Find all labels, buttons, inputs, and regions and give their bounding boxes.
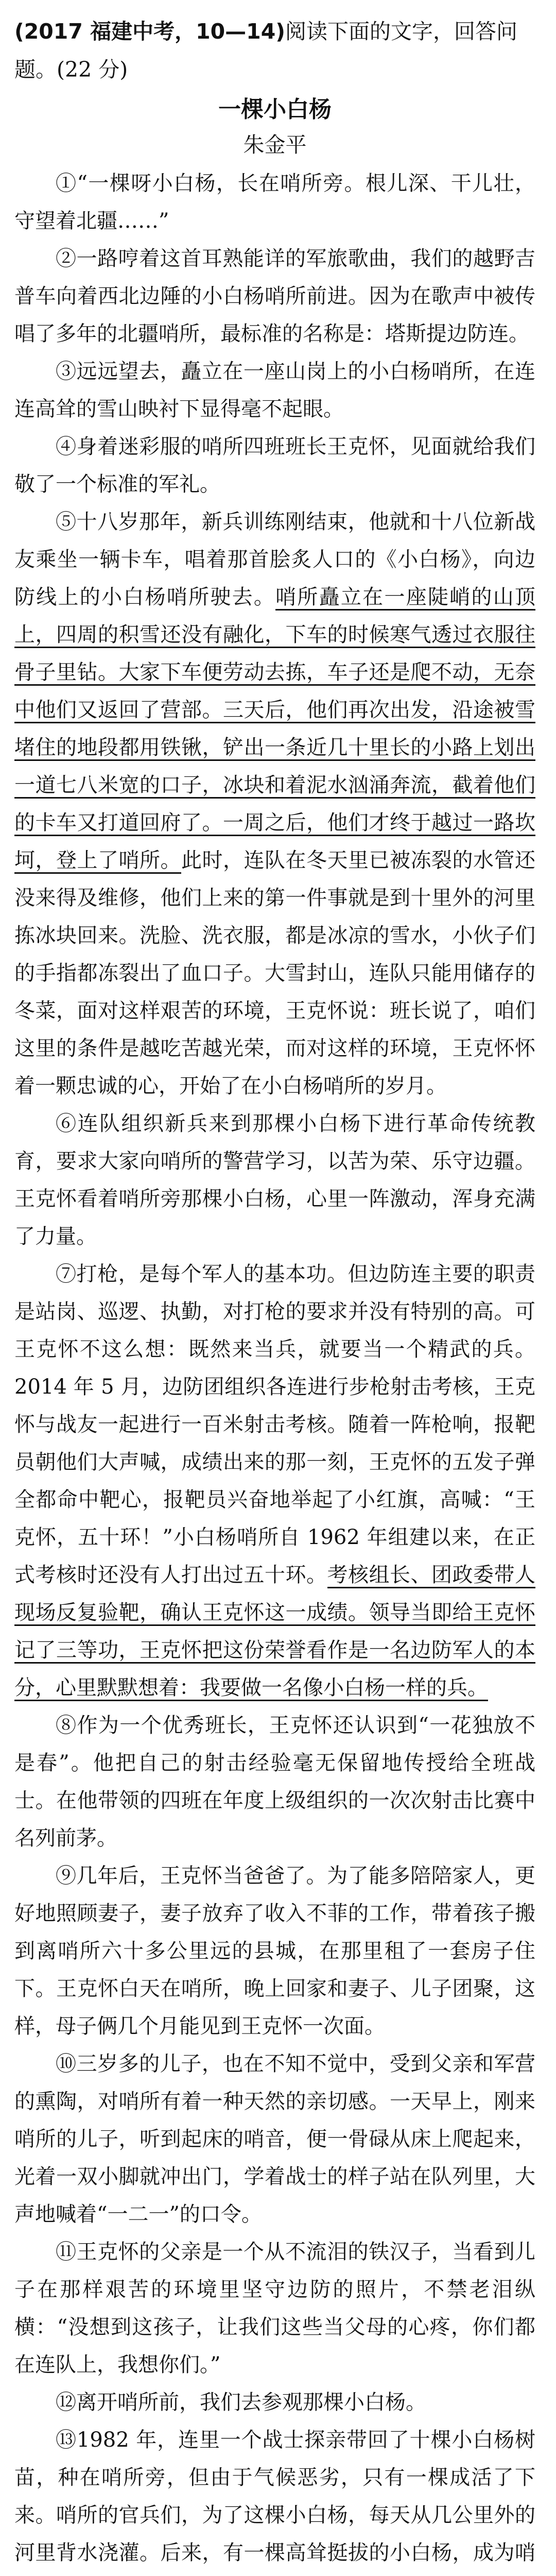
paragraph-number: ⑩	[56, 2052, 77, 2076]
paragraph	[14, 165, 535, 240]
paragraph	[14, 2045, 535, 2233]
paragraph	[14, 2421, 535, 2576]
paragraph-number: ④	[56, 435, 77, 459]
score-text: (22 分)	[57, 57, 128, 82]
paragraph-text: 远远望去，矗立在一座山岗上的小白杨哨所，在连连高耸的雪山映衬下显得毫不起眼。	[14, 360, 536, 421]
paragraph-text: 十八岁那年，新兵训练刚结束，他就和十八位新战友乘坐一辆卡车，唱着那首脍炙人口的《小白杨》，向边防线上的小白杨哨所驶去。	[14, 510, 536, 609]
article-author: 朱金平	[243, 132, 307, 157]
article-body	[14, 165, 535, 2576]
paragraph-number: ⑦	[56, 1262, 77, 1286]
paragraph-text: 打枪，是每个军人的基本功。但边防连主要的职责是站岗、巡逻、执勤，对打枪的要求并没有特别的高。可王克怀不这么想：既然来当兵，就要当一个精武的兵。2014 年 5 月，边防团组织各连进行步枪射击考核，王克怀与战友一起进行一百米射击考核。随着一阵枪响，报靶员朝他们大声喊，成绩出来的那一刻，王克怀的五发子弹全都命中靶心，报靶员兴奋地举起了小红旗，高喊：“王克怀，五十环！”小白杨哨所自 1962 年组建以来，在正式考核时还没有人打出过五十环。	[14, 1262, 536, 1587]
paragraph-text: 作为一个优秀班长，王克怀还认识到“一花独放不是春”。他把自己的射击经验毫无保留地传授给全班战士。在他带领的四班在年度上级组织的一次次射击比赛中名列前茅。	[14, 1714, 535, 1850]
paragraph	[14, 2233, 535, 2384]
underlined-sentence: 考核组长、团政委带人现场反复验靶，确认王克怀这一成绩。领导当即给王克怀记了三等功，王克怀把这份荣誉看作是一名边防军人的本分，心里默默想着：我要做一名像小白杨一样的兵。	[14, 1563, 535, 1701]
paragraph	[14, 1707, 535, 1857]
paragraph	[14, 428, 535, 503]
article-title: 一棵小白杨	[218, 96, 332, 123]
paragraph	[14, 353, 535, 428]
paragraph-number: ⑥	[56, 1112, 78, 1136]
paragraph-text: “一棵呀小白杨，长在哨所旁。根儿深、干儿壮，守望着北疆……”	[14, 172, 535, 233]
paragraph-number: ③	[56, 360, 77, 383]
paragraph	[14, 240, 535, 353]
paragraph-number: ⑧	[56, 1714, 77, 1737]
paragraph-text: 三岁多的儿子，也在不知不觉中，受到父亲和军营的熏陶，对哨所有着一种天然的亲切感。一天早上，刚来哨所的儿子，听到起床的哨音，便一骨碌从床上爬起来，光着一双小脚就冲出门，学着战士的样子站在队列里，大声地喊着“一二一”的口令。	[14, 2052, 536, 2226]
paragraph-text: 身着迷彩服的哨所四班班长王克怀，见面就给我们敬了一个标准的军礼。	[14, 435, 536, 496]
paragraph	[14, 503, 535, 1105]
paragraph-number: ②	[56, 247, 77, 270]
question-header	[14, 12, 535, 89]
paragraph-number: ⑤	[56, 510, 77, 534]
paragraph-number: ⑫	[56, 2391, 76, 2414]
paragraph-number: ⑪	[56, 2240, 77, 2264]
paragraph	[14, 1857, 535, 2045]
instruction-text: 阅读下面的文字，回答问题。	[14, 19, 517, 82]
paragraph-text: 几年后，王克怀当爸爸了。为了能多陪陪家人，更好地照顾妻子，妻子放弃了收入不菲的工作，带着孩子搬到离哨所六十多公里远的县城，在那里租了一套房子住下。王克怀白天在哨所，晚上回家和妻子、儿子团聚，这样，母子俩几个月能见到王克怀一次面。	[14, 1864, 536, 2038]
paragraph	[14, 1105, 535, 1256]
paragraph-number: ①	[56, 172, 77, 195]
exam-source: (2017 福建中考，10—14)	[14, 19, 285, 44]
paragraph-text: 连队组织新兵来到那棵小白杨下进行革命传统教育，要求大家向哨所的警营学习，以苦为荣、乐守边疆。王克怀看着哨所旁那棵小白杨，心里一阵激动，浑身充满了力量。	[14, 1112, 536, 1248]
paragraph-number: ⑬	[56, 2428, 77, 2452]
paragraph-number: ⑨	[56, 1864, 77, 1888]
paragraph-text: 一路哼着这首耳熟能详的军旅歌曲，我们的越野吉普车向着西北边陲的小白杨哨所前进。因为在歌声中被传唱了多年的北疆哨所，最标准的名称是：塔斯提边防连。	[14, 247, 536, 346]
paragraph-text: 离开哨所前，我们去参观那棵小白杨。	[76, 2391, 426, 2414]
underlined-sentence: 哨所矗立在一座陡峭的山顶上，四周的积雪还没有融化，下车的时候寒气透过衣服往骨子里钻。大家下车便劳动去拣，车子还是爬不动，无奈中他们又返回了营部。三天后，他们再次出发，沿途被雪堵住的地段都用铁锹，铲出一条近几十里长的小路上划出一道七八米宽的口子，冰块和着泥水汹涌奔流，截着他们的卡车又打道回府了。一周之后，他们才终于越过一路坎坷，登上了哨所。	[14, 585, 535, 874]
paragraph-text: 1982 年，连里一个战士探亲带回了十棵小白杨树苗，种在哨所旁，但由于气候恶劣，只有一棵成活了下来。哨所的官兵们，为了这棵小白杨，每天从几公里外的河里背水浇灌。后来，有一棵高耸挺拔的小白杨，成为哨	[14, 2428, 535, 2565]
paragraph-text: 此时，连队在冬天里已被冻裂的水管还没来得及维修，他们上来的第一件事就是到十里外的河里拣冰块回来。洗脸、洗衣服，都是冰凉的雪水，小伙子们的手指都冻裂出了血口子。大雪封山，连队只能用储存的冬菜，面对这样艰苦的环境，王克怀说：班长说了，咱们这里的条件是越吃苦越光荣，而对这样的环境，王克怀怀着一颗忠诚的心，开始了在小白杨哨所的岁月。	[14, 849, 535, 1098]
paragraph	[14, 2384, 535, 2421]
paragraph-text: 王克怀的父亲是一个从不流泪的铁汉子，当看到儿子在那样艰苦的环境里坚守边防的照片，不禁老泪纵横：“没想到这孩子，让我们这些当父母的心疼，你们都在连队上，我想你们。”	[14, 2240, 536, 2377]
paragraph	[14, 1256, 535, 1707]
